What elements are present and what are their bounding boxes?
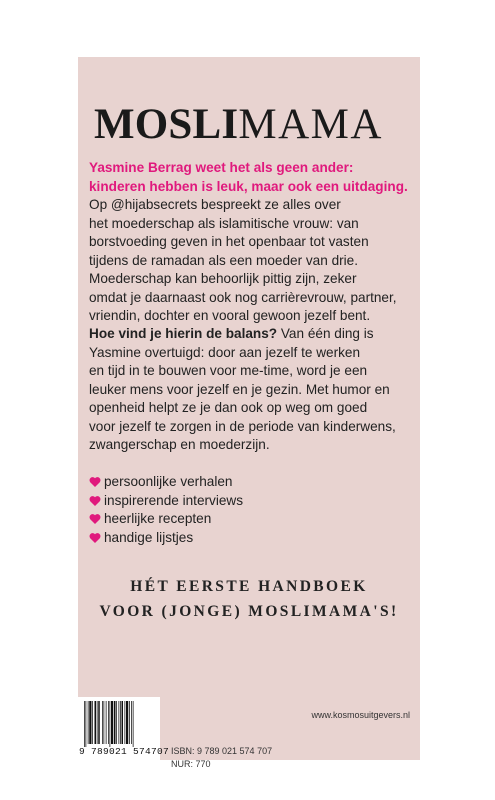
tagline-line-2: VOOR (JONGE) MOSLIMAMA'S! bbox=[99, 603, 399, 620]
heart-icon bbox=[89, 513, 101, 525]
barcode-bars bbox=[84, 701, 156, 747]
tagline bbox=[78, 574, 420, 624]
nur-code: NUR: 770 bbox=[171, 759, 211, 769]
tagline-line-1: HÉT EERSTE HANDBOEK bbox=[130, 578, 368, 595]
barcode-bar bbox=[97, 701, 98, 744]
feature-label: persoonlijke verhalen bbox=[104, 474, 233, 489]
feature-item bbox=[89, 492, 243, 511]
balance-line-4: leuker mens voor jezelf en je gezin. Met humor en bbox=[89, 381, 390, 397]
barcode-bar bbox=[104, 701, 105, 744]
balance-paragraph bbox=[89, 325, 419, 455]
feature-list bbox=[89, 473, 243, 547]
intro-line-9: vriendin, dochter en vooral gewoon jezelf bent. bbox=[89, 308, 371, 323]
isbn-number: ISBN: 9 789 021 574 707 bbox=[171, 746, 273, 756]
balance-question: Hoe vind je hierin de balans? bbox=[89, 326, 278, 341]
publisher-website[interactable]: www.kosmosuitgevers.nl bbox=[311, 710, 410, 720]
intro-line-3: Op @hijabsecrets bespreekt ze alles over bbox=[89, 197, 341, 212]
balance-line-2: Yasmine overtuigd: door aan jezelf te werken bbox=[89, 344, 361, 360]
intro-line-4: het moederschap als islamitische vrouw: van bbox=[89, 215, 359, 231]
book-title bbox=[94, 101, 383, 149]
balance-line-7: zwangerschap en moederzijn. bbox=[89, 437, 270, 452]
feature-label: handige lijstjes bbox=[104, 529, 194, 545]
barcode-bar bbox=[89, 701, 91, 744]
title-light-part: MAMA bbox=[238, 101, 383, 148]
intro-highlight-line-2: kinderen hebben is leuk, maar ook een uitdaging. bbox=[89, 178, 408, 194]
barcode-bar bbox=[126, 701, 128, 744]
back-cover bbox=[78, 57, 420, 769]
barcode-bar bbox=[84, 701, 85, 747]
intro-line-5: borstvoeding geven in het openbaar tot vasten bbox=[89, 234, 369, 249]
intro-paragraph bbox=[89, 159, 419, 326]
barcode-bar bbox=[110, 701, 111, 747]
heart-icon bbox=[89, 476, 101, 488]
barcode bbox=[78, 697, 170, 760]
isbn-block bbox=[171, 745, 272, 771]
barcode-bar bbox=[98, 701, 100, 744]
barcode-bar bbox=[102, 701, 103, 744]
balance-line-6: voor jezelf te zorgen in de periode van kinderwens, bbox=[89, 418, 396, 434]
barcode-bar bbox=[106, 701, 107, 744]
feature-item bbox=[89, 473, 243, 492]
barcode-bar bbox=[133, 701, 134, 747]
barcode-bar bbox=[95, 701, 97, 744]
barcode-bar bbox=[114, 701, 116, 744]
barcode-bar bbox=[125, 701, 126, 744]
heart-icon bbox=[89, 532, 101, 544]
feature-label: inspirerende interviews bbox=[104, 492, 244, 508]
barcode-bar bbox=[116, 701, 117, 744]
feature-label: heerlijke recepten bbox=[104, 511, 212, 526]
barcode-bar bbox=[88, 701, 89, 744]
barcode-bar bbox=[86, 701, 87, 747]
barcode-bar bbox=[122, 701, 124, 744]
barcode-digits: 9 789021 574707 bbox=[79, 746, 170, 757]
barcode-bar bbox=[119, 701, 120, 744]
balance-line-3: en tijd in te bouwen voor me-time, word je een bbox=[89, 363, 368, 378]
balance-line-1-rest: Van één ding is bbox=[277, 326, 374, 341]
title-bold-part: MOSLI bbox=[94, 101, 239, 148]
intro-highlight-line-1: Yasmine Berrag weet het als geen ander: bbox=[89, 160, 354, 175]
barcode-bar bbox=[111, 701, 113, 744]
intro-line-7: Moederschap kan behoorlijk pittig zijn, zeker bbox=[89, 271, 357, 286]
barcode-bar bbox=[131, 701, 132, 744]
feature-item bbox=[89, 510, 243, 529]
heart-icon bbox=[89, 495, 101, 507]
barcode-bar bbox=[120, 701, 121, 744]
barcode-bar bbox=[129, 701, 130, 744]
feature-item bbox=[89, 529, 243, 548]
balance-line-5: openheid helpt ze je dan ook op weg om goed bbox=[89, 400, 368, 415]
intro-line-6: tijdens de ramadan als een moeder van drie. bbox=[89, 252, 359, 268]
barcode-bar bbox=[92, 701, 93, 744]
intro-line-8: omdat je daarnaast ook nog carrièrevrouw, partner, bbox=[89, 289, 397, 305]
barcode-bar bbox=[108, 701, 109, 744]
